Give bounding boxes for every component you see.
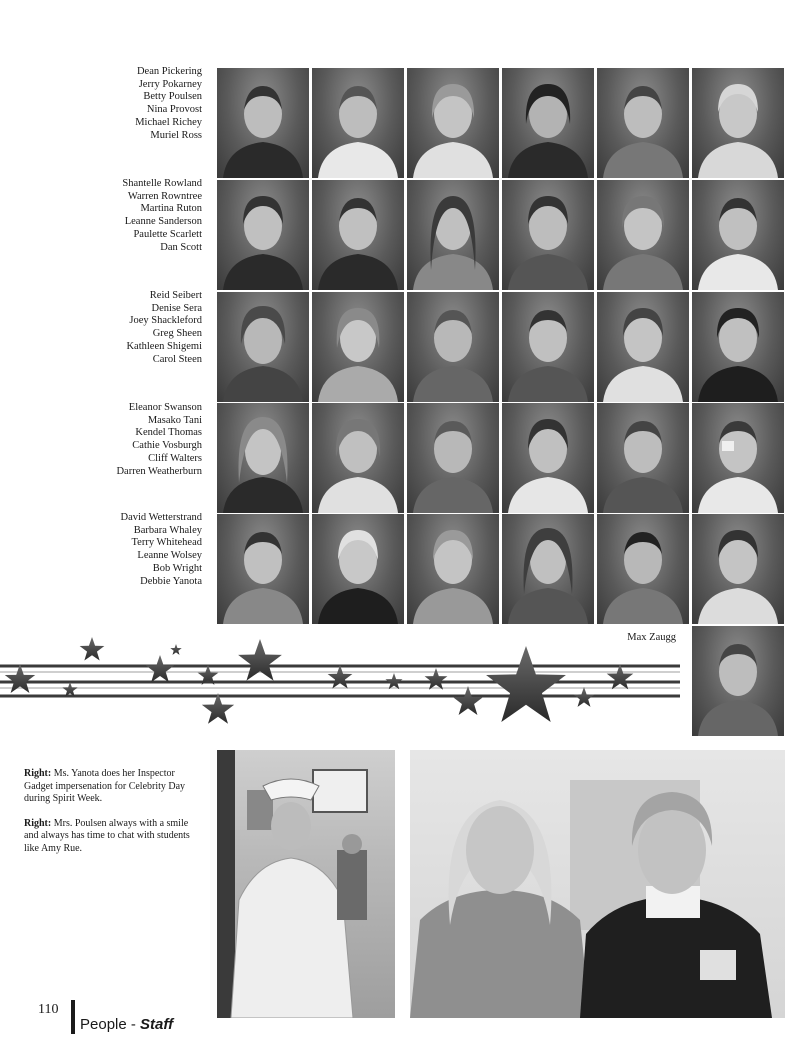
- staff-name: Darren Weatherburn: [116, 465, 202, 477]
- star-icon: [202, 693, 234, 724]
- photo-row-3: [217, 292, 785, 402]
- name-list-row-1: [60, 66, 202, 142]
- staff-name: Kendel Thomas: [135, 427, 202, 439]
- staff-name: Michael Richey: [135, 116, 202, 128]
- staff-portrait: [692, 403, 784, 513]
- staff-name: Carol Steen: [152, 353, 202, 365]
- staff-portrait: [407, 180, 499, 290]
- star-icon: [80, 637, 105, 661]
- staff-portrait: [407, 514, 499, 624]
- page-number: 110: [38, 1002, 59, 1017]
- staff-portrait: [502, 514, 594, 624]
- staff-name: Dan Scott: [160, 241, 202, 253]
- staff-name: Reid Seibert: [149, 290, 202, 301]
- star-icon: [146, 655, 175, 682]
- stars-divider: [0, 636, 690, 736]
- staff-name: Greg Sheen: [152, 328, 202, 340]
- caption-text: Ms. Yanota does her Inspector Gadget impersenation for Celebrity Day during Spirit Week.: [24, 768, 186, 804]
- photo-row-4: [217, 403, 785, 513]
- staff-name: Nina Provost: [146, 104, 202, 116]
- staff-portrait: [217, 514, 309, 624]
- staff-name: Joey Shackleford: [129, 315, 202, 327]
- caption-label: Right:: [24, 768, 52, 779]
- staff-name: Warren Rowntree: [127, 190, 202, 202]
- staff-portrait: [217, 68, 309, 178]
- star-icon: [385, 673, 402, 689]
- star-icon: [607, 664, 634, 689]
- star-icon: [574, 687, 595, 707]
- staff-name: Bob Wright: [152, 562, 202, 574]
- staff-portrait: [692, 514, 784, 624]
- staff-name: Leanne Wolsey: [137, 550, 202, 562]
- name-list-row-4: [60, 402, 202, 478]
- staff-portrait: [217, 403, 309, 513]
- staff-name: Terry Whitehead: [131, 537, 202, 549]
- page-footer: [38, 1000, 338, 1034]
- section-label: People -: [80, 1016, 141, 1033]
- staff-portrait: [502, 292, 594, 402]
- staff-portrait: [597, 403, 689, 513]
- staff-name: Martina Ruton: [140, 203, 202, 215]
- staff-portrait: [312, 180, 404, 290]
- staff-name: Cliff Walters: [148, 452, 202, 464]
- staff-portrait: [597, 292, 689, 402]
- caption: [24, 768, 204, 806]
- staff-portrait: [692, 68, 784, 178]
- staff-portrait: [407, 403, 499, 513]
- star-icon: [170, 644, 181, 655]
- staff-portrait: [692, 626, 784, 736]
- staff-portrait: [692, 292, 784, 402]
- staff-name: Masako Tani: [147, 414, 202, 426]
- name-list-row-3: [60, 290, 202, 366]
- star-icon: [328, 665, 353, 689]
- staff-portrait: [597, 514, 689, 624]
- staff-portrait: [407, 68, 499, 178]
- name-list-row-2: [60, 178, 202, 254]
- staff-name: Eleanor Swanson: [128, 402, 202, 413]
- staff-name: Cathie Vosburgh: [132, 440, 202, 452]
- star-icon: [486, 646, 566, 722]
- staff-portrait: [502, 180, 594, 290]
- staff-name: Max Zaugg: [627, 632, 676, 643]
- caption-text: Mrs. Poulsen always with a smile and always has time to chat with students like Amy Rue.: [24, 817, 190, 854]
- star-icon: [238, 639, 282, 681]
- staff-name: Debbie Yanota: [140, 575, 202, 587]
- photo-captions: [24, 768, 204, 867]
- name-list-row-5: [60, 512, 202, 588]
- staff-name: Muriel Ross: [150, 129, 202, 141]
- staff-name: Leanne Sanderson: [124, 216, 202, 228]
- photo-row-1: [217, 68, 785, 178]
- staff-portrait: [217, 292, 309, 402]
- staff-portrait: [692, 180, 784, 290]
- candid-photo-inspector-gadget: [217, 750, 395, 1018]
- caption-label: Right:: [24, 817, 52, 829]
- photo-row-5: [217, 514, 785, 624]
- staff-name: Betty Poulsen: [143, 91, 202, 103]
- staff-portrait: [407, 292, 499, 402]
- staff-name: Paulette Scarlett: [133, 228, 202, 240]
- staff-name: Shantelle Rowland: [122, 178, 202, 189]
- staff-name: Kathleen Shigemi: [126, 340, 202, 352]
- staff-portrait: [597, 180, 689, 290]
- staff-portrait: [312, 68, 404, 178]
- staff-portrait: [597, 68, 689, 178]
- star-icon: [453, 686, 483, 715]
- staff-portrait: [312, 292, 404, 402]
- caption: [24, 818, 204, 856]
- staff-portrait: [502, 403, 594, 513]
- photo-row-2: [217, 180, 785, 290]
- staff-portrait: [502, 68, 594, 178]
- star-icon: [62, 682, 77, 696]
- staff-name: Denise Sera: [151, 302, 202, 314]
- staff-name: Dean Pickering: [136, 66, 202, 77]
- staff-portrait: [217, 180, 309, 290]
- staff-name: Barbara Whaley: [133, 524, 202, 536]
- section-title: [80, 1016, 173, 1033]
- footer-divider: [71, 1000, 75, 1034]
- staff-portrait: [312, 403, 404, 513]
- subsection-label: Staff: [140, 1016, 174, 1033]
- staff-portrait: [312, 514, 404, 624]
- staff-name: Jerry Pokarney: [138, 78, 202, 90]
- staff-name: David Wetterstrand: [120, 512, 202, 523]
- candid-photo-poulsen-with-student: [410, 750, 785, 1018]
